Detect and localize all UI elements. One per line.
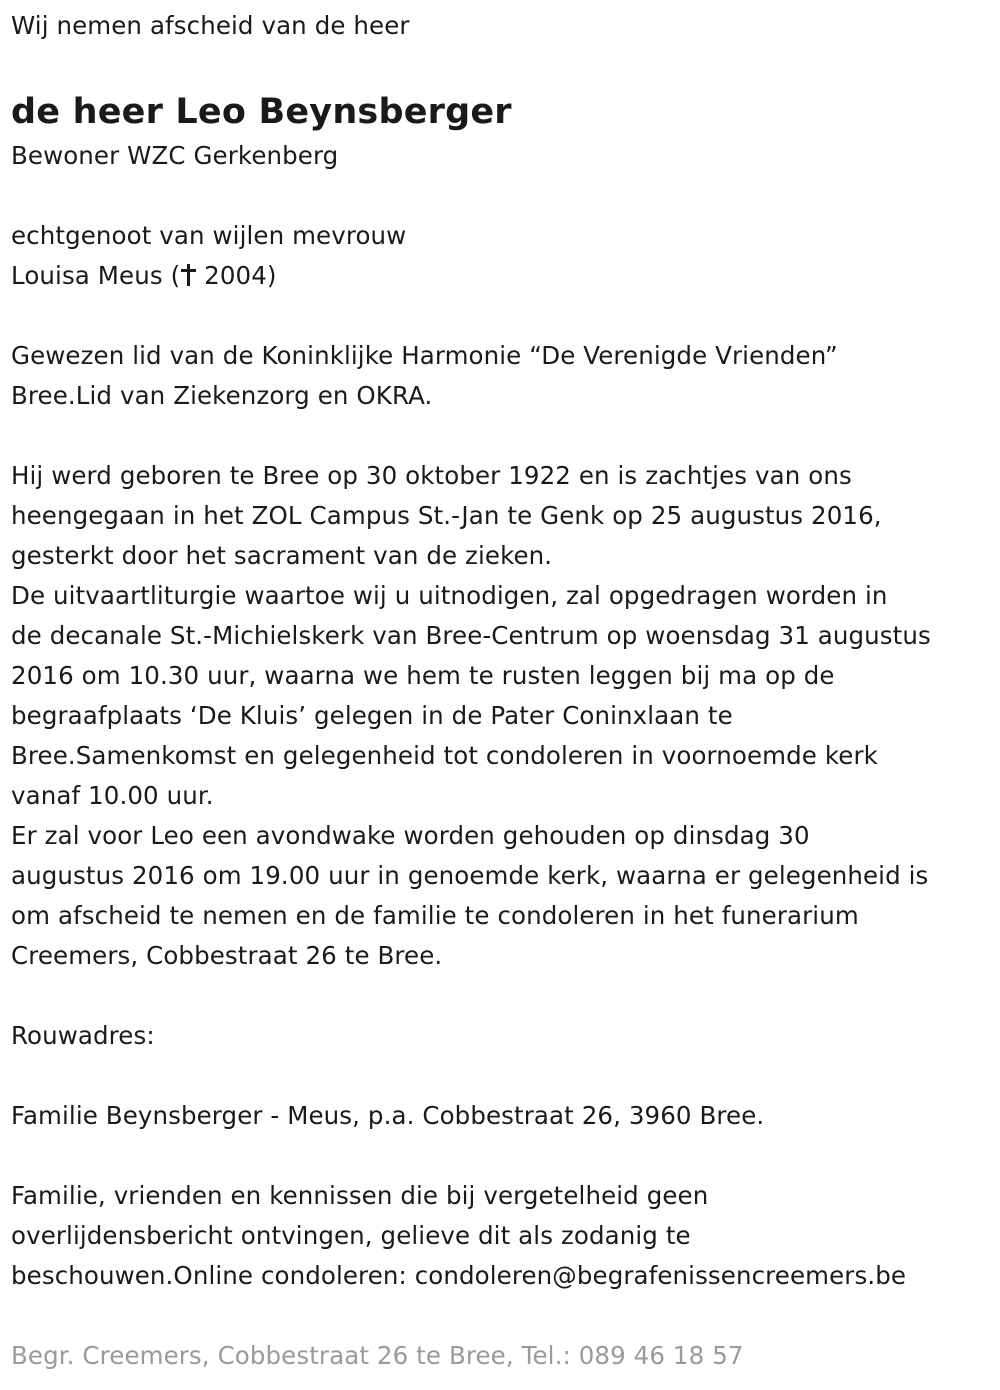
body-line: Er zal voor Leo een avondwake worden gehouden op dinsdag 30 (11, 821, 810, 850)
intro-line: Wij nemen afscheid van de heer (11, 11, 410, 40)
closing-note (11, 1176, 990, 1296)
spouse-name-line (11, 256, 990, 296)
body-line: 2016 om 10.30 uur, waarna we hem te rusten leggen bij ma op de (11, 661, 835, 690)
body-line: Hij werd geboren te Bree op 30 oktober 1922 en is zachtjes van ons (11, 461, 852, 490)
funeral-home-footer: Begr. Creemers, Cobbestraat 26 te Bree, Tel.: 089 46 18 57 (11, 1341, 744, 1370)
deceased-name: de heer Leo Beynsberger (11, 92, 512, 132)
closing-line: overlijdensbericht ontvingen, gelieve dit als zodanig te (11, 1221, 691, 1250)
residence-line: Bewoner WZC Gerkenberg (11, 141, 339, 170)
closing-line: Familie, vrienden en kennissen die bij vergetelheid geen (11, 1181, 709, 1210)
spacer (11, 416, 990, 456)
spouse-line: echtgenoot van wijlen mevrouw (11, 221, 407, 250)
body-line: begraafplaats ‘De Kluis’ gelegen in de Pater Coninxlaan te (11, 701, 733, 730)
spacer (11, 1136, 990, 1176)
body-line: Bree.Samenkomst en gelegenheid tot condoleren in voornoemde kerk (11, 741, 878, 770)
body-line: heengegaan in het ZOL Campus St.-Jan te Genk op 25 augustus 2016, (11, 501, 882, 530)
membership-line: Bree.Lid van Ziekenzorg en OKRA. (11, 381, 433, 410)
body-line: de decanale St.-Michielskerk van Bree-Centrum op woensdag 31 augustus (11, 621, 931, 650)
body-line: augustus 2016 om 19.00 uur in genoemde kerk, waarna er gelegenheid is (11, 861, 929, 890)
membership-line: Gewezen lid van de Koninklijke Harmonie “De Verenigde Vrienden” (11, 341, 838, 370)
mourning-address: Familie Beynsberger - Meus, p.a. Cobbestraat 26, 3960 Bree. (11, 1101, 765, 1130)
spacer (11, 176, 990, 216)
announcement-body (11, 456, 990, 976)
body-line: vanaf 10.00 uur. (11, 781, 214, 810)
closing-line: beschouwen.Online condoleren: condoleren@begrafenissencreemers.be (11, 1261, 907, 1290)
body-line: Creemers, Cobbestraat 26 te Bree. (11, 941, 443, 970)
address-label: Rouwadres: (11, 1021, 155, 1050)
spacer (11, 1056, 990, 1096)
spacer (11, 1296, 990, 1336)
cross-icon (181, 264, 195, 286)
spouse-death-year: 2004) (196, 261, 277, 290)
body-line: De uitvaartliturgie waartoe wij u uitnodigen, zal opgedragen worden in (11, 581, 888, 610)
spouse-name: Louisa Meus ( (11, 261, 181, 290)
spacer (11, 976, 990, 1016)
spacer (11, 296, 990, 336)
body-line: om afscheid te nemen en de familie te condoleren in het funerarium (11, 901, 859, 930)
body-line: gesterkt door het sacrament van de zieken. (11, 541, 553, 570)
